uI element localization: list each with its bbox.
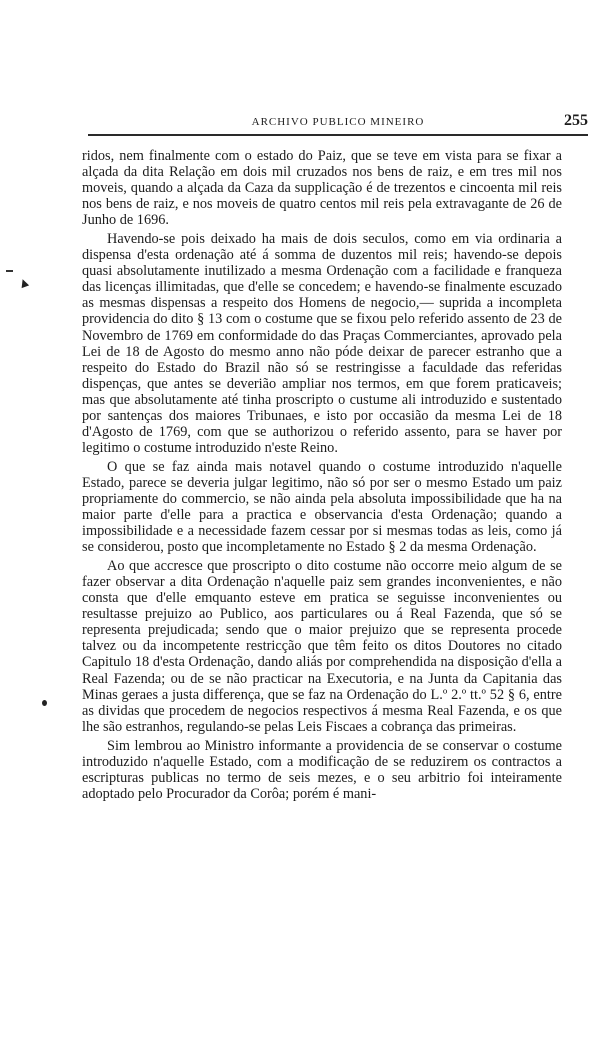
margin-tick-mark: [6, 270, 13, 272]
paragraph-5: Sim lembrou ao Ministro informante a providencia de se conservar o costume introduzido n'aquelle Estado, com a modificação de se reduzirem os contractos a escripturas publicas no termo de seis mezes, e o seu arbitrio foi inteiramente adoptado pelo Procurador da Corôa; porém é mani-: [82, 737, 562, 802]
margin-arrow-mark: [19, 278, 29, 288]
running-header: [88, 112, 588, 132]
paragraph-2: Havendo-se pois deixado ha mais de dois seculos, como em via ordinaria a dispensa d'esta ordenação até á somma de duzentos mil reis; havendo-se depois quasi absolutamente inutilizado a mesma Ordenação com a facilidade e franqueza das licenças illimitadas, que d'elle se concedem; e havendo-se finalmente escuzado as mesmas dispensas a respeito dos Homens de negocio,— suprida a incompleta providencia do dito § 13 com o costume que se fixou pelo referido assento de 23 de Novembro de 1769 em conformidade do das Praças Commerciantes, aprovado pela Lei de 18 de Agosto do mesmo anno não póde deixar de parecer estranho que a respeito do Estado do Brazil não só se restringisse a faculdade das referidas dispenças, que antes se deverião ampliar nos termos, em que forem praticaveis; mas que absolutamente até tinha proscripto o custume ali introduzido e sustentado por santenças dos maiores Tribunaes, e isto por occasião da mesma Lei de 18 d'Agosto de 1769, com que se authorizou o referido assento, para se haver por legitimo o costume introduzido n'este Reino.: [82, 231, 562, 456]
paragraph-1: ridos, nem finalmente com o estado do Paiz, que se teve em vista para se fixar a alçada da dita Relação em dois mil cruzados nos bens de raiz, e em tres mil nos moveis, quando a alçada da Caza da supplicação é de trezentos e cincoenta mil reis nos bens de raiz, e nos moveis de quatro centos mil reis pela extravagante de 26 de Junho de 1696.: [82, 148, 562, 229]
running-title: ARCHIVO PUBLICO MINEIRO: [251, 116, 425, 128]
body-text: [82, 148, 562, 805]
page-number: 255: [564, 112, 588, 129]
paragraph-4: Ao que accresce que proscripto o dito costume não occorre meio algum de se fazer observar a dita Ordenação n'aquelle paiz sem grandes inconvenientes, e não consta que d'elle emquanto esteve em pratica se seguisse inconvenientes ou resultasse prejuizo ao Publico, aos particulares ou á Real Fazenda, que só se representa prejudicada; sendo que o maior prejuizo que se representa procede talvez ou da incompetente restricção que têm feito os ditos Doutores no citado Capitulo 18 d'esta Ordenação, dando aliás por comprehendida na disposição d'ella a Real Fazenda; ou de se não practicar na Executoria, e na Junta da Capitania das Minas geraes a justa differença, que se faz na Ordenação do L.º 2.º tt.º 52 § 6, entre as dividas que procedem de negocios respectivos á mesma Real Fazenda, e os que lhe são estranhos, regulando-se pelas Leis Fiscaes a cobrança das primeiras.: [82, 558, 562, 735]
margin-dot-mark: [42, 700, 47, 706]
header-rule: [88, 134, 588, 136]
paragraph-3: O que se faz ainda mais notavel quando o costume introduzido n'aquelle Estado, parece se deveria julgar legitimo, não só por ser o mesmo Estado um paiz propriamente do commercio, se não ainda pela absoluta impossibilidade que ha na maior parte d'elle para a practica e observancia d'esta Ordenação; quando a impossibilidade e a necessidade fazem cessar por si mesmas todas as leis, como já se considerou, posto que incompletamente no Estado § 2 da mesma Ordenação.: [82, 458, 562, 556]
